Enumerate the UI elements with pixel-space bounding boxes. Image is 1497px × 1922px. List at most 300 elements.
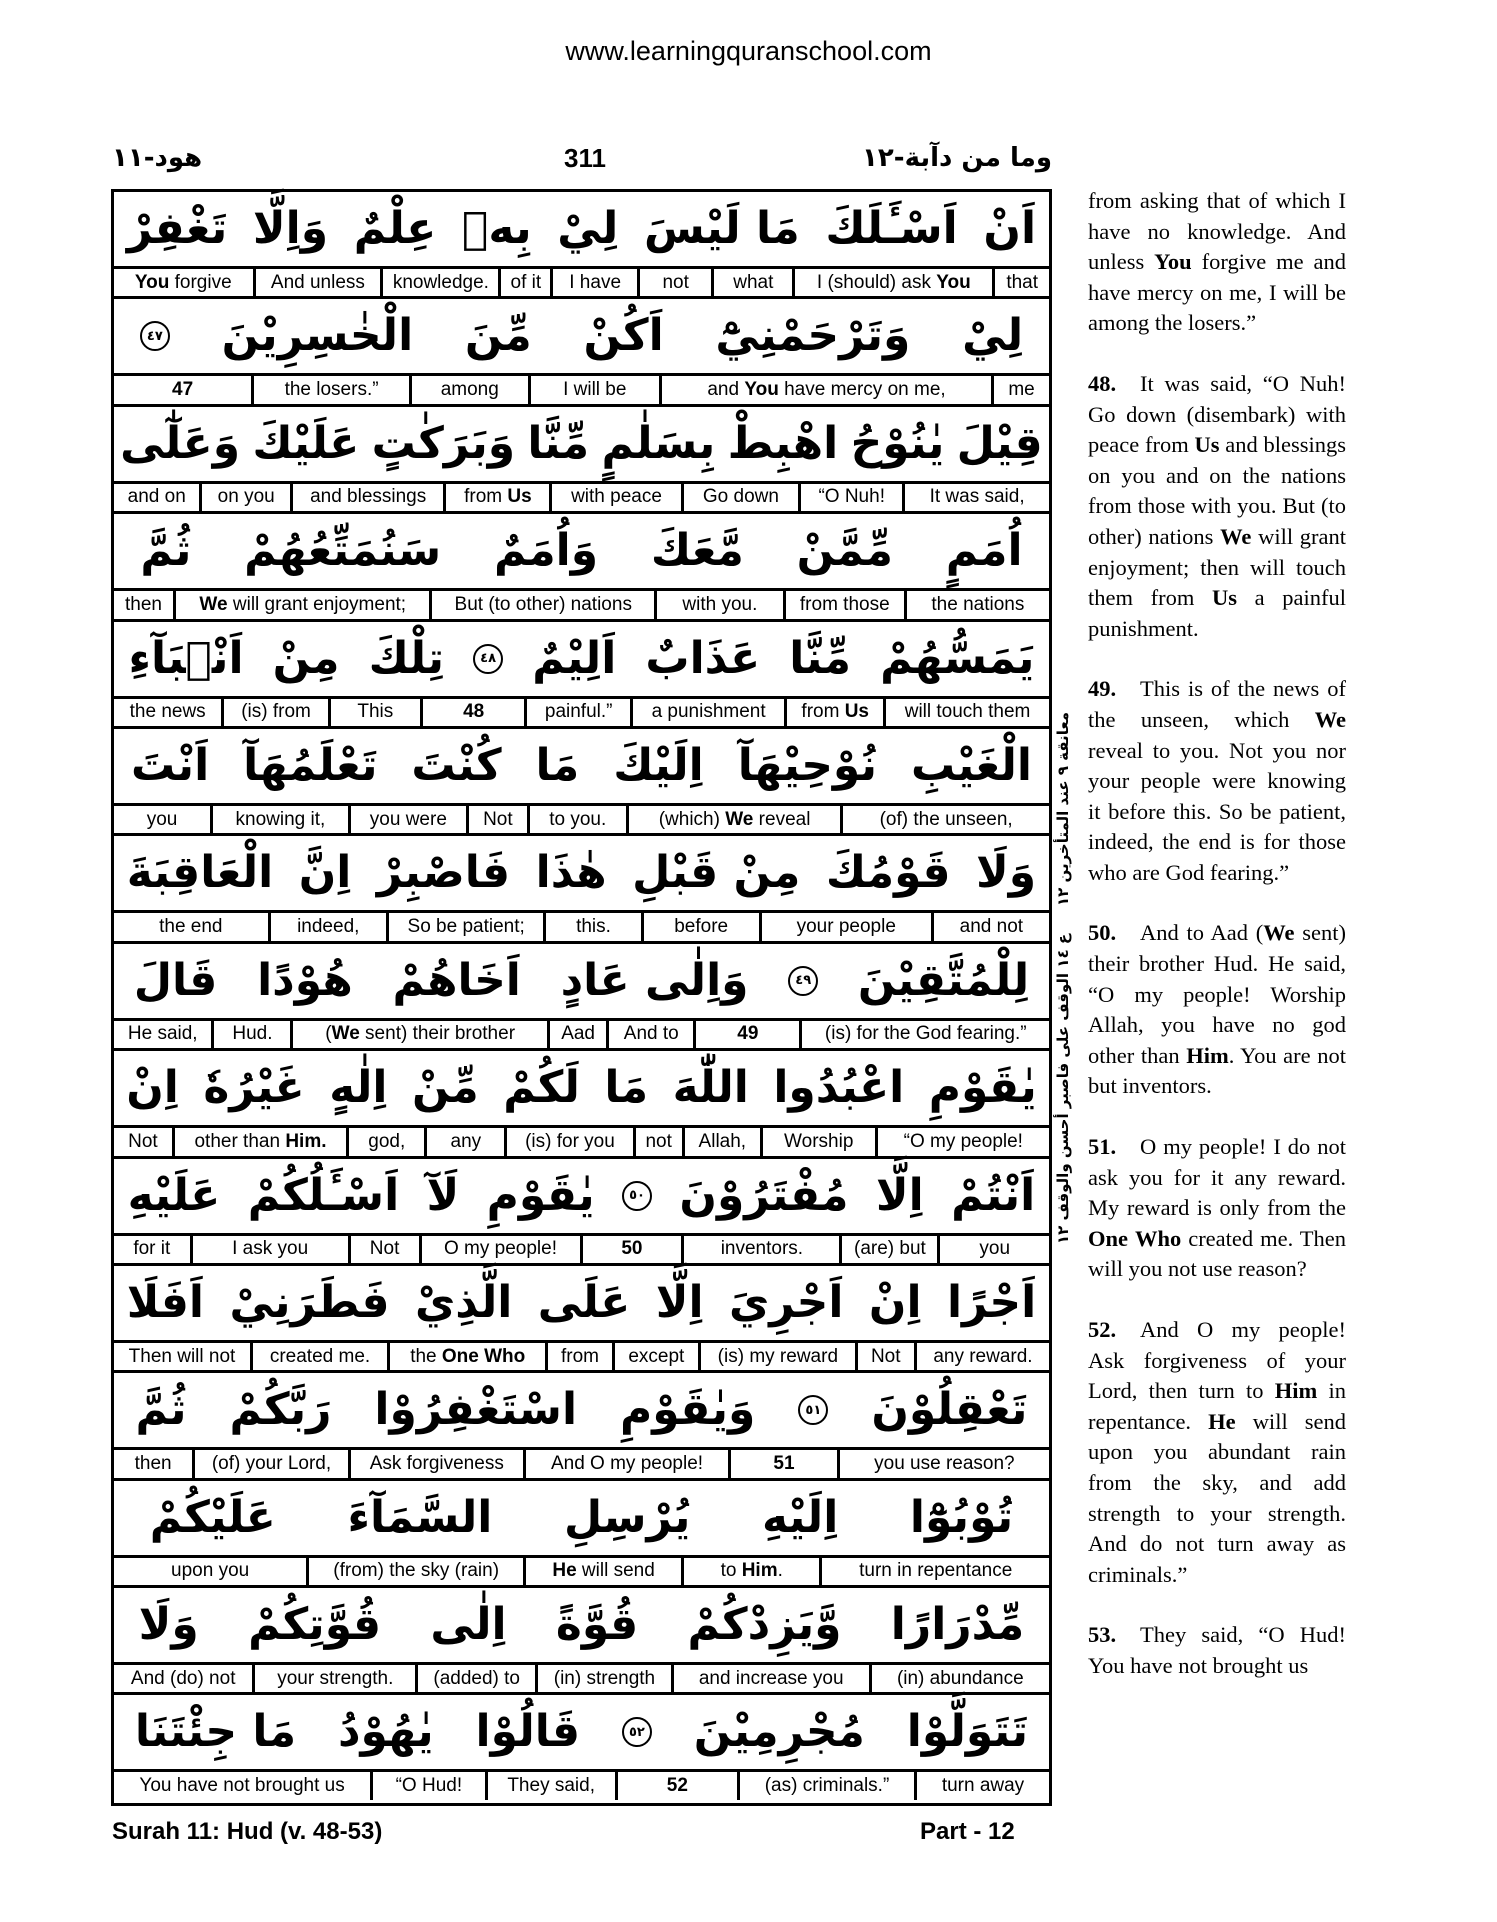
- verse-number: 53.: [1088, 1622, 1117, 1648]
- cell-text: me: [1008, 379, 1035, 401]
- arabic-word: تِلْكَ: [368, 632, 445, 684]
- arabic-word: اِلَّا: [655, 1276, 704, 1328]
- arabic-row: [114, 836, 1049, 913]
- translation-cell: [636, 1128, 685, 1155]
- arabic-word: اَنْتَ: [130, 739, 210, 791]
- arabic-word: مِّنْ: [411, 1062, 479, 1114]
- cell-text: and not: [959, 916, 1024, 938]
- cell-text: I have: [569, 271, 622, 293]
- cell-text: and on: [127, 486, 186, 508]
- cell-text: inventors.: [720, 1238, 804, 1260]
- cell-text: (in) strength: [553, 1667, 656, 1689]
- translation-row: [114, 1236, 1049, 1266]
- translation-cell: [530, 806, 629, 833]
- cell-text: 47: [172, 379, 194, 401]
- translation-cell: [254, 376, 412, 403]
- verse-end-marker: ٥٠: [622, 1181, 652, 1211]
- arabic-word: اِنَّ: [298, 847, 352, 899]
- arabic-word: اَجْرًا: [946, 1276, 1037, 1328]
- arabic-word: يٰقَوْمِ: [486, 1169, 595, 1221]
- cell-text: He said,: [127, 1023, 198, 1045]
- cell-text: to you.: [549, 808, 607, 830]
- verse-end-marker: ٤٨: [473, 644, 503, 674]
- translation-row: [114, 1558, 1049, 1588]
- cell-text: Allah,: [698, 1130, 747, 1152]
- cell-text: (added) to: [433, 1667, 520, 1689]
- cell-text: .: [777, 1560, 783, 1582]
- translation-cell: [633, 699, 787, 726]
- translation-cell: [422, 1236, 583, 1263]
- translation-cell: [714, 269, 795, 296]
- arabic-word: نُوْحِيْهَآ: [737, 739, 878, 791]
- cell-text: “O Hud!: [395, 1775, 463, 1797]
- cell-text: with peace: [571, 486, 662, 508]
- translation-cell: [373, 1772, 487, 1799]
- cell-text: You have not brought us: [139, 1775, 345, 1797]
- translation-cell: [615, 1343, 702, 1370]
- cell-text: indeed,: [297, 916, 360, 938]
- commentary-text: And O my people! Ask forgiveness of your Lord, then turn to Him in repentance. He will send upon you abundant rain from the sky, and add strength to your strength. And do not turn away as criminals.”: [1088, 1317, 1346, 1587]
- translation-cell: [526, 1450, 731, 1477]
- verse-block: [114, 192, 1049, 299]
- arabic-word: اعْبُدُوا: [773, 1062, 905, 1114]
- arabic-word: اللّٰهَ: [672, 1062, 749, 1114]
- arabic-word: قَوْمُكَ: [825, 847, 951, 899]
- cell-text: (in) abundance: [896, 1667, 1024, 1689]
- arabic-word: ثُمَّ: [140, 525, 192, 577]
- cell-text: created me.: [269, 1345, 371, 1367]
- translation-cell: [685, 1128, 763, 1155]
- arabic-word: مُفْتَرُوْنَ: [679, 1169, 849, 1221]
- cell-text: will touch them: [904, 701, 1031, 723]
- translation-cell: [538, 1665, 674, 1692]
- cell-text: I will be: [563, 379, 627, 401]
- footer-part: Part - 12: [920, 1818, 1015, 1845]
- arabic-word: يُرْسِلِ: [563, 1491, 691, 1543]
- translation-cell: [526, 1558, 684, 1585]
- arabic-word: وَاِلَّا: [252, 203, 329, 254]
- arabic-word: لِيْ: [557, 203, 619, 254]
- cell-text: you: [979, 1238, 1011, 1260]
- arabic-word: اَسْـَٔلُكُمْ: [247, 1169, 400, 1221]
- translation-cell: [644, 913, 762, 940]
- arabic-row: [114, 407, 1049, 484]
- translation-cell: [195, 1450, 351, 1477]
- arabic-word: قَالَ: [133, 954, 218, 1006]
- translation-cell: [213, 806, 351, 833]
- translation-cell: [527, 699, 633, 726]
- translation-cell: [255, 1665, 418, 1692]
- translation-cell: [114, 591, 176, 618]
- cell-text: Then will not: [128, 1345, 236, 1367]
- verse-block: [114, 729, 1049, 836]
- arabic-word: مِّنَّا: [527, 417, 590, 469]
- emphasis-text: You: [134, 271, 170, 293]
- cell-text: (: [325, 1023, 332, 1045]
- translation-cell: [840, 1450, 1049, 1477]
- arabic-word: بِسَلٰمٍ: [601, 417, 716, 469]
- translation-cell: [488, 1772, 618, 1799]
- translation-cell: [878, 1128, 1049, 1155]
- cell-text: have mercy on me,: [778, 379, 946, 401]
- translation-cell: [114, 1343, 253, 1370]
- cell-text: will send: [576, 1560, 655, 1582]
- arabic-word: وَبَرَكٰتٍ: [371, 417, 516, 469]
- arabic-word: مِّمَّنْ: [796, 525, 893, 577]
- translation-cell: [389, 913, 547, 940]
- translation-cell: [469, 806, 530, 833]
- verse-end-marker: ٥١: [798, 1395, 828, 1425]
- arabic-word: وَاِلٰى عَادٍ: [560, 954, 749, 1006]
- translation-cell: [674, 1665, 872, 1692]
- cell-text: turn away: [941, 1775, 1025, 1797]
- cell-text: not: [662, 271, 689, 293]
- translation-cell: [657, 591, 786, 618]
- arabic-word: لِيْ: [962, 310, 1024, 362]
- cell-text: It was said,: [929, 486, 1025, 508]
- cell-text: then: [134, 1452, 172, 1474]
- translation-cell: [858, 1343, 917, 1370]
- arabic-word: فَطَرَنِيْ: [229, 1276, 390, 1328]
- translation-cell: [114, 269, 256, 296]
- arabic-word: تَعْلَمُهَآ: [243, 739, 378, 791]
- translation-cell: [412, 376, 531, 403]
- arabic-word: عِلْمٌ: [353, 203, 437, 254]
- arabic-row: [114, 944, 1049, 1021]
- emphasis-text: Him: [741, 1560, 778, 1582]
- translation-cell: [418, 1665, 538, 1692]
- cell-text: and increase you: [698, 1667, 844, 1689]
- arabic-word: مُجْرِمِيْنَ: [693, 1706, 865, 1758]
- verse-block: [114, 836, 1049, 943]
- cell-text: And unless: [270, 271, 365, 293]
- commentary-text: This is of the news of the unseen, which We reveal to you. Not you nor your people were knowing it before this. So be patient, indeed, the end is for those who are God fearing.”: [1088, 676, 1346, 885]
- arabic-word: اِلَيْكَ: [613, 739, 704, 791]
- cell-text: the nations: [931, 593, 1025, 615]
- arabic-word: اهْبِطْ: [727, 417, 839, 469]
- translation-cell: [905, 484, 1049, 511]
- translation-cell: [202, 484, 292, 511]
- verse-block: [114, 1481, 1049, 1588]
- cell-text: Go down: [702, 486, 779, 508]
- verse-number-cell: [731, 1450, 840, 1477]
- emphasis-text: We: [725, 808, 754, 830]
- verse-number-cell: [114, 376, 254, 403]
- arabic-word: السَّمَآءَ: [347, 1491, 493, 1543]
- verse-number: 48.: [1088, 370, 1117, 396]
- translation-cell: [886, 699, 1049, 726]
- arabic-row: [114, 1481, 1049, 1558]
- cell-text: what: [733, 271, 774, 293]
- arabic-word: قِيْلَ: [956, 417, 1043, 469]
- cell-text: among: [440, 379, 499, 401]
- juz-label: وما من دآبة-١٢: [862, 143, 1052, 173]
- cell-text: a punishment: [651, 701, 766, 723]
- arabic-word: اِنْ: [868, 1276, 922, 1328]
- arabic-word: مَا جِئْتَنَا: [134, 1706, 297, 1758]
- arabic-word: عَلَيْهِ: [127, 1169, 221, 1221]
- cell-text: And (do) not: [130, 1667, 236, 1689]
- arabic-word: كُنْتَ: [411, 739, 502, 791]
- translation-cell: [271, 913, 389, 940]
- arabic-word: اَنْتُمْ: [951, 1169, 1036, 1221]
- commentary-column: [1088, 186, 1346, 1712]
- arabic-word: تُوْبُوْٓا: [909, 1491, 1014, 1543]
- translation-cell: [842, 1236, 940, 1263]
- cell-text: will grant enjoyment;: [227, 593, 407, 615]
- translation-row: [114, 806, 1049, 836]
- translation-cell: [351, 1236, 422, 1263]
- verse-block: [114, 299, 1049, 406]
- arabic-word: عَلَيْكُمْ: [149, 1491, 276, 1543]
- cell-text: upon you: [171, 1560, 250, 1582]
- verse-number-cell: [583, 1236, 685, 1263]
- cell-text: I (should) ask: [816, 271, 937, 293]
- verse-number: 52.: [1088, 1317, 1117, 1342]
- translation-cell: [531, 376, 662, 403]
- cell-text: (are) but: [854, 1238, 926, 1260]
- verse-block: [114, 1051, 1049, 1158]
- cell-text: you use reason?: [874, 1452, 1015, 1474]
- translation-row: [114, 484, 1049, 514]
- translation-cell: [684, 484, 802, 511]
- cell-text: (is) for you: [525, 1130, 615, 1152]
- cell-text: Not: [483, 808, 513, 830]
- verse-block: [114, 1266, 1049, 1373]
- translation-cell: [917, 1772, 1049, 1799]
- verse-number: 50.: [1088, 920, 1117, 946]
- cell-text: and: [707, 379, 745, 401]
- translation-cell: [662, 376, 994, 403]
- footer-surah: Surah 11: Hud (v. 48-53): [112, 1818, 383, 1845]
- arabic-word: رَبَّكُمْ: [229, 1384, 332, 1436]
- arabic-word: يٰقَوْمِ: [928, 1062, 1037, 1114]
- emphasis-text: One Who: [441, 1345, 526, 1367]
- cell-text: (is) for the God fearing.”: [824, 1023, 1027, 1045]
- arabic-word: الْخٰسِرِيْنَ: [221, 310, 414, 362]
- emphasis-text: Us: [507, 486, 532, 508]
- cell-text: 52: [666, 1775, 688, 1797]
- translation-cell: [684, 1236, 842, 1263]
- arabic-word: مَا: [604, 1062, 649, 1114]
- translation-cell: [293, 484, 447, 511]
- arabic-word: وَلَا: [976, 847, 1037, 899]
- translation-cell: [432, 591, 657, 618]
- translation-cell: [801, 484, 905, 511]
- translation-row: [114, 1450, 1049, 1480]
- cell-text: any reward.: [933, 1345, 1033, 1367]
- emphasis-text: You: [936, 271, 971, 293]
- cell-text: to: [720, 1560, 742, 1582]
- cell-text: forgive: [169, 271, 232, 293]
- verse-block: [114, 1159, 1049, 1266]
- translation-cell: [546, 913, 643, 940]
- translation-cell: [114, 1772, 373, 1799]
- translation-cell: [629, 806, 843, 833]
- translation-cell: [114, 484, 202, 511]
- arabic-word: يَمَسُّهُمْ: [880, 632, 1035, 684]
- arabic-row: [114, 1373, 1049, 1450]
- cell-text: (is) from: [241, 701, 311, 723]
- arabic-word: وَلَا: [138, 1599, 199, 1651]
- cell-text: They said,: [507, 1775, 595, 1797]
- translation-cell: [507, 1128, 635, 1155]
- cell-text: (which): [658, 808, 726, 830]
- commentary-paragraph: [1088, 186, 1346, 339]
- arabic-word: اَنْۢبَآءِ: [128, 632, 244, 684]
- arabic-row: [114, 299, 1049, 376]
- cell-text: the news: [129, 701, 206, 723]
- arabic-row: [114, 729, 1049, 806]
- arabic-word: اِلَّا: [875, 1169, 924, 1221]
- translation-cell: [114, 699, 224, 726]
- cell-text: So be patient;: [407, 916, 525, 938]
- translation-cell: [795, 269, 995, 296]
- verse-number-cell: [423, 699, 528, 726]
- translation-cell: [214, 1021, 293, 1048]
- cell-text: that: [1006, 271, 1039, 293]
- cell-text: your strength.: [277, 1667, 394, 1689]
- translation-row: [114, 1021, 1049, 1051]
- cell-text: for it: [133, 1238, 171, 1260]
- arabic-row: [114, 1051, 1049, 1128]
- cell-text: (from) the sky (rain): [333, 1560, 500, 1582]
- site-url[interactable]: www.learningquranschool.com: [565, 36, 932, 66]
- translation-cell: [802, 1021, 1049, 1048]
- surah-label: هود-١١: [112, 143, 203, 173]
- verse-block: [114, 1373, 1049, 1480]
- arabic-word: يٰهُوْدُ: [337, 1706, 434, 1758]
- cell-text: Hud.: [232, 1023, 273, 1045]
- verse-block: [114, 1588, 1049, 1695]
- cell-text: you were: [369, 808, 447, 830]
- arabic-word: اَخَاهُمْ: [392, 954, 521, 1006]
- arabic-word: مَّعَكَ: [650, 525, 744, 577]
- arabic-word: هُوْدًا: [257, 954, 353, 1006]
- translation-cell: [193, 1236, 351, 1263]
- arabic-word: اِلٰهٍ: [329, 1062, 388, 1114]
- translation-cell: [701, 1343, 857, 1370]
- arabic-word: غَيْرُهٗ: [203, 1062, 305, 1114]
- cell-text: 48: [463, 701, 485, 723]
- cell-text: “O my people!: [903, 1130, 1023, 1152]
- cell-text: god,: [368, 1130, 406, 1152]
- verse-number: 49.: [1088, 676, 1117, 702]
- cell-text: on you: [217, 486, 275, 508]
- verse-block: [114, 944, 1049, 1051]
- arabic-word: الْغَيْبِ: [910, 739, 1032, 791]
- translation-cell: [553, 269, 640, 296]
- verse-block: [114, 1695, 1049, 1802]
- cell-text: your people: [796, 916, 896, 938]
- cell-text: But (to other) nations: [454, 593, 632, 615]
- translation-cell: [293, 1021, 549, 1048]
- arabic-row: [114, 1588, 1049, 1665]
- arabic-word: قُوَّةً: [555, 1599, 639, 1651]
- cell-text: this.: [576, 916, 611, 938]
- translation-cell: [427, 1128, 507, 1155]
- translation-row: [114, 1343, 1049, 1373]
- arabic-word: لِلْمُتَّقِيْنَ: [857, 954, 1030, 1006]
- translation-cell: [331, 699, 423, 726]
- emphasis-text: Us: [844, 701, 869, 723]
- arabic-word: اَجْرِيَ: [728, 1276, 844, 1328]
- commentary-paragraph: [1088, 369, 1346, 644]
- translation-cell: [114, 1665, 255, 1692]
- arabic-word: وَّيَزِدْكُمْ: [687, 1599, 842, 1651]
- cell-text: with you.: [682, 593, 758, 615]
- cell-text: you: [146, 808, 178, 830]
- arabic-row: [114, 622, 1049, 699]
- translation-cell: [994, 376, 1049, 403]
- arabic-word: اَنْ: [983, 203, 1037, 254]
- cell-text: reveal: [753, 808, 811, 830]
- translation-cell: [684, 1558, 822, 1585]
- arabic-word: مِنْ: [272, 632, 340, 684]
- cell-text: of it: [510, 271, 542, 293]
- translation-cell: [822, 1558, 1049, 1585]
- arabic-word: اَلِيْمٌ: [532, 632, 617, 684]
- arabic-word: الْعَاقِبَةَ: [126, 847, 274, 899]
- cell-text: Not: [128, 1130, 158, 1152]
- arabic-word: الَّذِيْ: [414, 1276, 513, 1328]
- translation-cell: [175, 1128, 349, 1155]
- arabic-word: اَكُنْ: [583, 310, 664, 362]
- verse-end-marker: ٤٩: [788, 966, 818, 996]
- cell-text: (of) your Lord,: [211, 1452, 332, 1474]
- arabic-word: وَتَرْحَمْنِيْٓ: [715, 310, 911, 362]
- cell-text: And to: [623, 1023, 679, 1045]
- translation-cell: [390, 1343, 548, 1370]
- translation-cell: [640, 269, 714, 296]
- cell-text: Aad: [561, 1023, 595, 1045]
- arabic-word: مَا لَيْسَ: [643, 203, 800, 254]
- arabic-word: وَيٰقَوْمِ: [620, 1384, 756, 1436]
- arabic-word: ثُمَّ: [135, 1384, 187, 1436]
- cell-text: Ask forgiveness: [369, 1452, 504, 1474]
- arabic-word: سَنُمَتِّعُهُمْ: [244, 525, 442, 577]
- arabic-word: تَعْقِلُوْنَ: [871, 1384, 1028, 1436]
- word-by-word-table: [111, 189, 1052, 1806]
- translation-cell: [114, 1021, 214, 1048]
- arabic-word: قَالُوْا: [475, 1706, 581, 1758]
- arabic-word: اَسْـَٔلَكَ: [825, 203, 958, 254]
- translation-cell: [176, 591, 432, 618]
- arabic-word: اِنْ: [126, 1062, 179, 1114]
- arabic-word: وَاُمَمٌ: [493, 525, 599, 577]
- cell-text: This: [357, 701, 394, 723]
- translation-cell: [934, 913, 1049, 940]
- arabic-word: فَاصْبِرْ: [376, 847, 511, 899]
- arabic-word: وَعَلٰٓى: [120, 417, 241, 469]
- cell-text: any: [450, 1130, 482, 1152]
- verse-number-cell: [618, 1772, 740, 1799]
- arabic-word: اِلَيْهِ: [762, 1491, 839, 1543]
- translation-cell: [446, 484, 552, 511]
- cell-text: (is) my reward: [717, 1345, 839, 1367]
- arabic-row: [114, 192, 1049, 269]
- arabic-word: اِلٰى: [430, 1599, 507, 1651]
- translation-row: [114, 269, 1049, 299]
- cell-text: and blessings: [310, 486, 427, 508]
- cell-text: the: [410, 1345, 442, 1367]
- arabic-row: [114, 1695, 1049, 1772]
- cell-text: 51: [773, 1452, 795, 1474]
- translation-cell: [256, 269, 384, 296]
- translation-cell: [114, 1128, 175, 1155]
- cell-text: the losers.”: [284, 379, 379, 401]
- translation-cell: [351, 1450, 526, 1477]
